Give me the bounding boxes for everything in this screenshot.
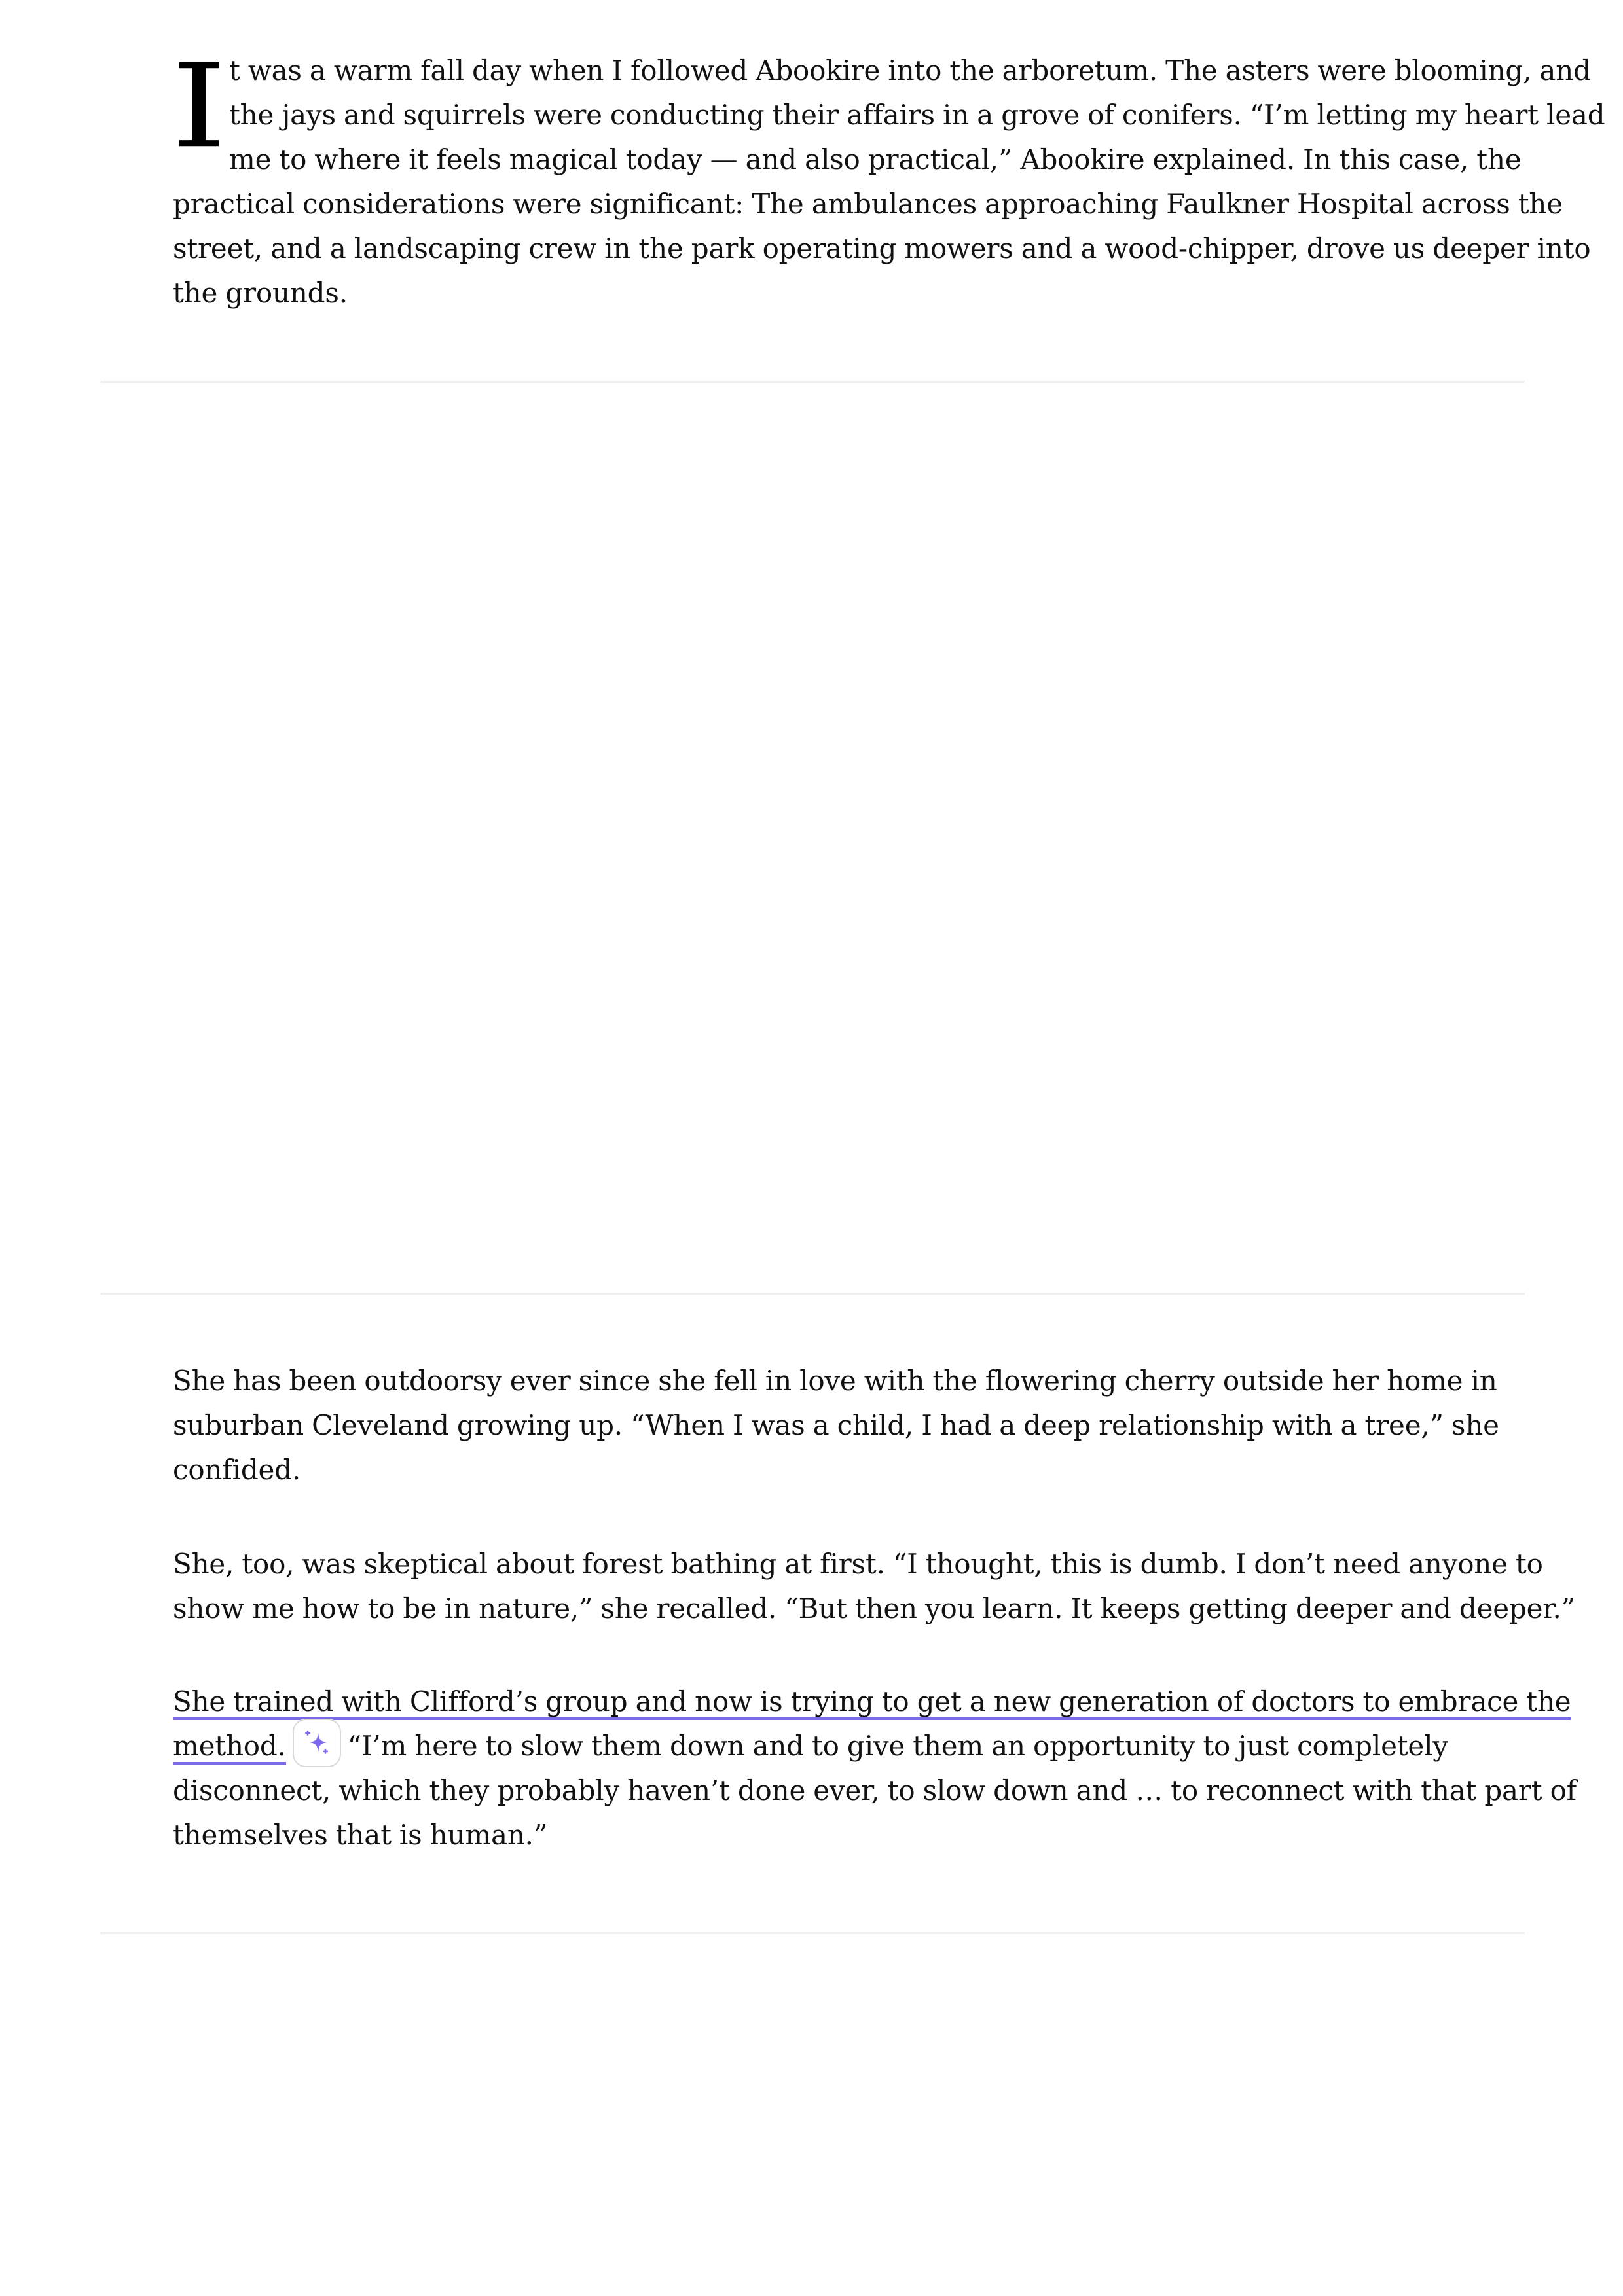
paragraph-line: the jays and squirrels were conducting their affairs in a grove of conifers. “I’m letting my heart lead	[229, 99, 1605, 131]
paragraph-line	[173, 1724, 1476, 1768]
article-link[interactable]: She trained with Clifford’s group and now is trying to get a new generation of doctors to embrace the	[173, 1685, 1571, 1720]
paragraph-line: disconnect, which they probably haven’t done ever, to slow down and … to reconnect with that part of	[173, 1774, 1577, 1806]
paragraph-outdoorsy	[173, 1359, 1499, 1492]
article-link[interactable]: method.	[173, 1730, 286, 1765]
paragraph-line: street, and a landscaping crew in the park operating mowers and a wood-chipper, drove us deeper into	[173, 232, 1591, 264]
paragraph-skeptical	[173, 1542, 1575, 1631]
paragraph-line: show me how to be in nature,” she recalled. “But then you learn. It keeps getting deeper and deeper.”	[173, 1592, 1575, 1624]
paragraph-line: suburban Cleveland growing up. “When I was a child, I had a deep relationship with a tree,” she	[173, 1409, 1499, 1441]
paragraph-line: me to where it feels magical today — and also practical,” Abookire explained. In this case, the	[229, 143, 1522, 175]
paragraph-line: She, too, was skeptical about forest bathing at first. “I thought, this is dumb. I don’t need anyone to	[173, 1548, 1543, 1580]
paragraph-line: practical considerations were significant: The ambulances approaching Faulkner Hospital across the	[173, 188, 1563, 220]
paragraph-line: t was a warm fall day when I followed Abookire into the arboretum. The asters were blooming, and	[229, 54, 1591, 86]
intro-paragraph	[172, 39, 1605, 315]
section-divider	[100, 1293, 1525, 1295]
paragraph-text: “I’m here to slow them down and to give them an opportunity to just completely	[347, 1730, 1448, 1762]
paragraph-line: She has been outdoorsy ever since she fell in love with the flowering cherry outside her home in	[173, 1365, 1497, 1397]
section-divider	[100, 1932, 1525, 1934]
paragraph-line: the grounds.	[173, 277, 348, 309]
drop-cap: I	[172, 39, 227, 173]
paragraph-line: confided.	[173, 1454, 301, 1486]
ai-summary-button[interactable]	[293, 1719, 341, 1767]
sparkle-icon	[302, 1728, 332, 1758]
ad-slot	[100, 383, 1525, 1293]
paragraph-trained	[173, 1679, 1577, 1857]
paragraph-line: themselves that is human.”	[173, 1819, 548, 1851]
